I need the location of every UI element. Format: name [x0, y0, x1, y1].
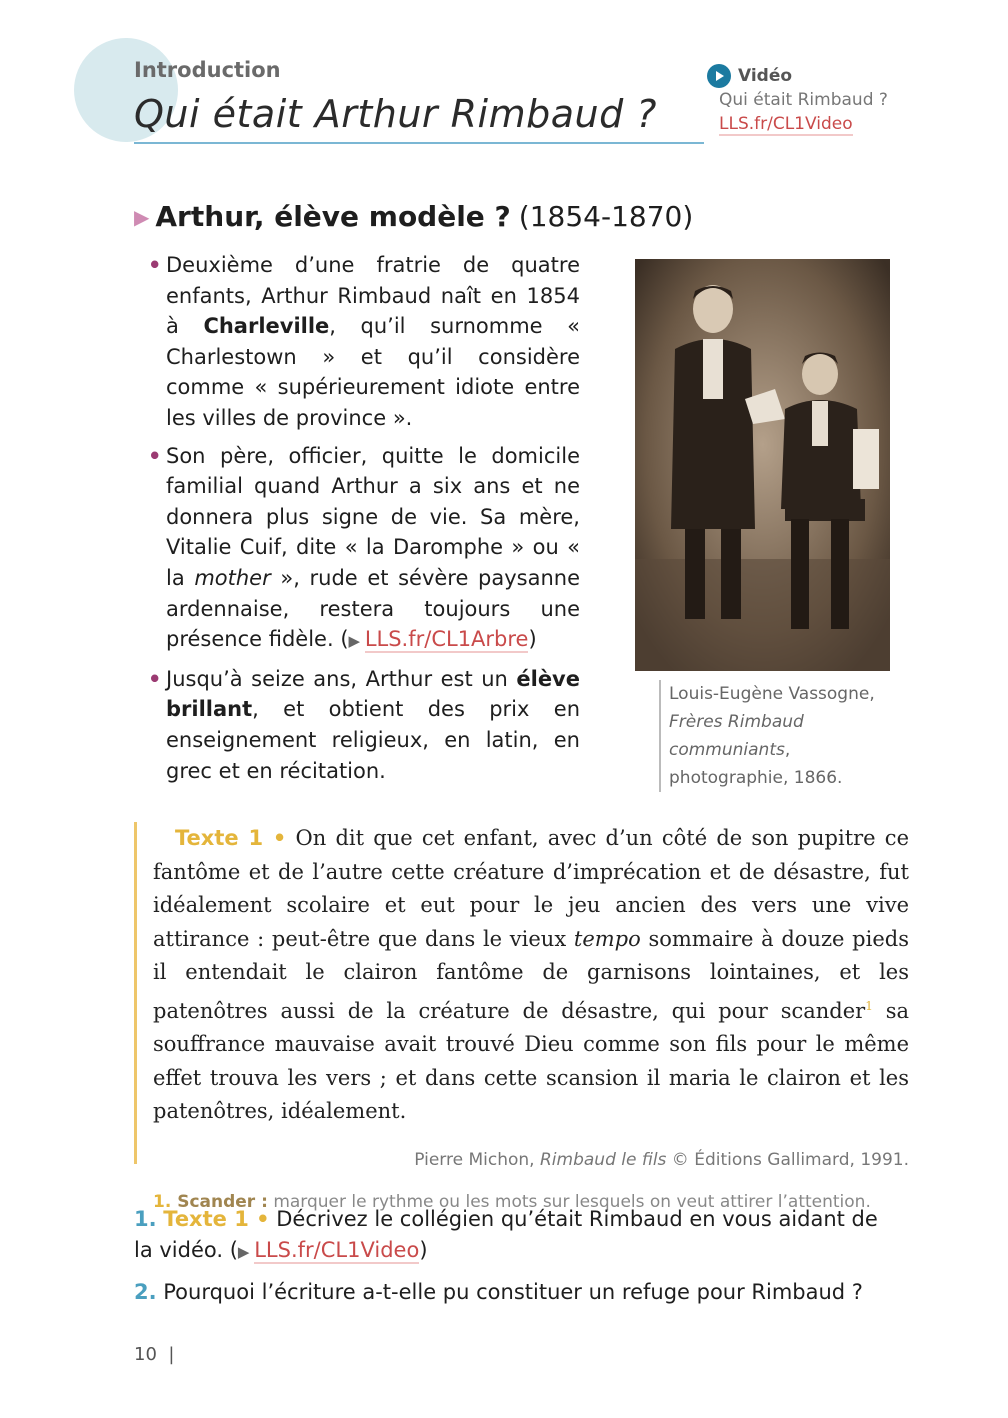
footnote: 1. Scander : marquer le rythme ou les mots sur lesquels on veut attirer l’attention.: [153, 1191, 871, 1212]
rimbaud-brothers-photo: [635, 259, 890, 671]
play-icon[interactable]: [707, 64, 731, 88]
triangle-arrow-icon: ▶: [134, 204, 150, 229]
play-triangle-icon: ▶: [237, 1243, 255, 1261]
excerpt-source: Pierre Michon, Rimbaud le fils © Éditions Gallimard, 1991.: [414, 1149, 909, 1170]
list-item: • Son père, officier, quitte le domicile familial quand Arthur a six ans et ne donnera plus signe de vie. Sa mère, Vitalie Cuif, dite « la Daromphe » ou « la mother », rude et sévère paysanne ardennaise, restera toujours une présence fidèle. (▶ LLS.fr/CL1Arbre): [148, 441, 580, 657]
play-triangle-icon: ▶: [348, 632, 365, 651]
video-label: Vidéo: [738, 66, 793, 86]
section-title-bold: Arthur, élève modèle ?: [155, 200, 511, 233]
bullet-dot-icon: •: [148, 443, 162, 468]
page-title: Qui était Arthur Rimbaud ?: [134, 92, 657, 136]
list-item: • Deuxième d’une fratrie de quatre enfants, Arthur Rimbaud naît en 1854 à Charleville, qu’il surnomme « Charlestown » et qu’il considère comme « supérieurement idiote entre les villes de province ».: [148, 250, 580, 434]
video-link[interactable]: LLS.fr/CL1Video: [719, 114, 853, 134]
text-excerpt: [134, 822, 909, 1212]
page-number: 10 |: [134, 1344, 175, 1365]
photo-caption: Louis-Eugène Vassogne, Frères Rimbaud communiants, photographie, 1866.: [659, 680, 899, 792]
list-item: • Jusqu’à seize ans, Arthur est un élève brillant, et obtient des prix en enseignement religieux, en latin, en grec et en récitation.: [148, 664, 580, 786]
questions: [134, 1204, 890, 1317]
bullet-dot-icon: •: [148, 666, 162, 691]
footnote-marker: 1: [865, 998, 873, 1013]
arbre-link[interactable]: LLS.fr/CL1Arbre: [364, 627, 529, 652]
question-1: 1. Texte 1 • Décrivez le collégien qu’était Rimbaud en vous aidant de la vidéo. (▶ LLS.fr/CL1Video): [134, 1207, 878, 1262]
excerpt-body: Texte 1 • On dit que cet enfant, avec d’un côté de son pupitre ce fantôme et de l’autre cette créature d’imprécation et de désastre, fut idéalement scolaire et eut pour le jeu ancien des vers une vive attirance : peut-être que dans le vieux tempo sommaire à douze pieds il entendait le clairon fantôme de garnisons lointaines, et les patenôtres aussi de la créature de désastre, qui pour scander$^1$ sa souffrance mauvaise avait trouvé Dieu comme son fils pour le même effet trouva les vers ; et dans cette scansion il maria le clairon et les patenôtres, idéalement.: [153, 826, 909, 1123]
question-2: 2. Pourquoi l’écriture a-t-elle pu constituer un refuge pour Rimbaud ?: [134, 1280, 863, 1304]
video-subtitle: Qui était Rimbaud ?: [719, 90, 888, 110]
section-title-dates: (1854-1870): [518, 200, 694, 233]
bullet-list: [148, 250, 580, 793]
excerpt-label: Texte 1 •: [175, 826, 287, 850]
chapter-kicker: Introduction: [134, 58, 281, 82]
bullet-dot-icon: •: [148, 253, 162, 277]
title-underline: [134, 142, 704, 144]
section-title: [134, 200, 693, 233]
video-link-question[interactable]: LLS.fr/CL1Video: [254, 1238, 420, 1262]
video-box: [707, 64, 888, 136]
